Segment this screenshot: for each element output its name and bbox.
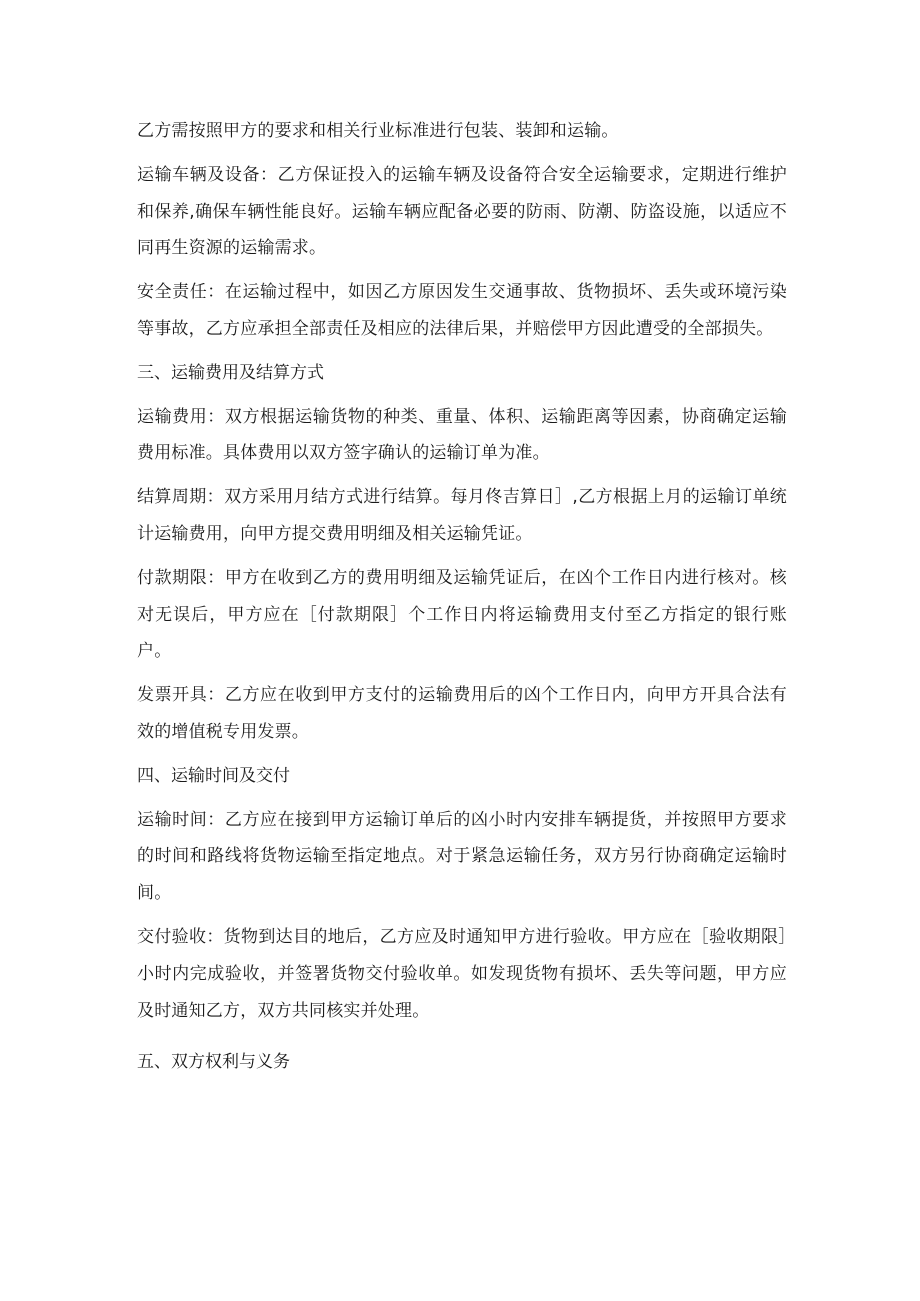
paragraph-transport-time: 运输时间：乙方应在接到甲方运输订单后的凶小时内安排车辆提货，并按照甲方要求的时间和路线将货物运输至指定地点。对于紧急运输任务，双方另行协商确定运输时间。: [137, 809, 787, 904]
paragraph-acceptance: 交付验收：货物到达目的地后，乙方应及时通知甲方进行验收。甲方应在［验收期限］小时内完成验收，并签署货物交付验收单。如发现货物有损坏、丢失等问题，甲方应及时通知乙方，双方共同核实并处理。: [137, 926, 787, 1021]
section-heading-fees: 三、运输费用及结算方式: [137, 362, 324, 383]
paragraph-settlement: 结算周期：双方采用月结方式进行结算。每月佟吉算日］,乙方根据上月的运输订单统计运输费用，向甲方提交费用明细及相关运输凭证。: [137, 487, 787, 544]
paragraph-packing: 乙方需按照甲方的要求和相关行业标准进行包装、装卸和运输。: [137, 121, 619, 141]
section-heading-rights: 五、双方权利与义务: [137, 1052, 290, 1073]
document-body: [137, 113, 787, 1081]
section-heading-delivery: 四、运输时间及交付: [137, 765, 290, 786]
paragraph-payment: 付款期限：甲方在收到乙方的费用明细及运输凭证后，在凶个工作日内进行核对。核对无误后，甲方应在［付款期限］个工作日内将运输费用支付至乙方指定的银行账户。: [137, 567, 787, 662]
paragraph-fees: 运输费用：双方根据运输货物的种类、重量、体积、运输距离等因素，协商确定运输费用标准。具体费用以双方签字确认的运输订单为准。: [137, 406, 787, 464]
paragraph-safety: 安全责任：在运输过程中，如因乙方原因发生交通事故、货物损坏、丢失或环境污染等事故，乙方应承担全部责任及相应的法律后果，并赔偿甲方因此遭受的全部损失。: [137, 282, 787, 339]
paragraph-invoice: 发票开具：乙方应在收到甲方支付的运输费用后的凶个工作日内，向甲方开具合法有效的增值税专用发票。: [137, 685, 787, 742]
paragraph-vehicles: 运输车辆及设备：乙方保证投入的运输车辆及设备符合安全运输要求，定期进行维护和保养,确保车辆性能良好。运输车辆应配备必要的防雨、防潮、防盗设施，以适应不同再生资源的运输需求。: [137, 164, 787, 259]
